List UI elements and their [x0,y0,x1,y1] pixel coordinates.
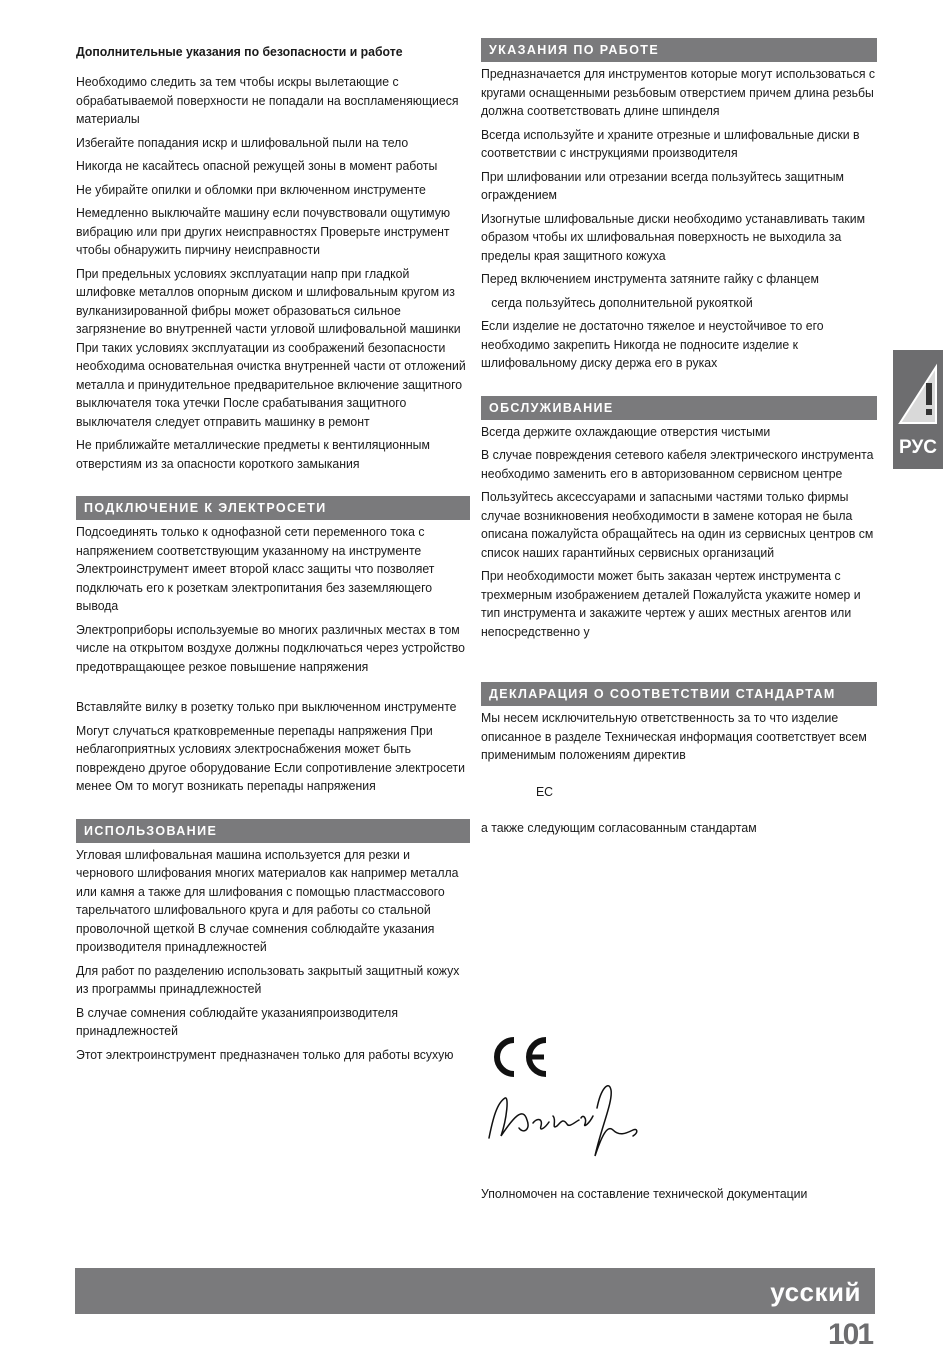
language-side-tab [893,350,943,469]
footer-bar [75,1268,875,1314]
warning-triangle-icon [896,363,940,429]
ce-mark-icon [488,1036,550,1078]
paragraph: При предельных условиях эксплуатации напр при гладкой шлифовке металлов опорным диском и шлифовальным кругом из вулканизированной фибры может образоваться сильное загрязнение во внутренней части угловой шлифовальной машинки При таких условиях эксплуатации из соображений безопасности необходима основательная очистка внутренней части от отложений металла и принудительное предварительное включение защитного выключателя тока утечки После срабатывания защитного выключателя следует отправить машинку в ремонт [76,265,466,429]
paragraph: Пользуйтесь аксессуарами и запасными частями только фирмы случае возникновения необходимости в замене которая не была описана пожалуйста обращайтесь на один из сервисных центров см список наших гарантийных сервисных организаций [481,489,874,560]
paragraph: Этот электроинструмент предназначен только для работы всухую [76,1046,454,1062]
section-heading-use: ИСПОЛЬЗОВАНИЕ [76,819,470,843]
paragraph: При необходимости может быть заказан чертеж инструмента с трехмерным изображением деталей Пожалуйста укажите номер и тип инструмента и закажите чертеж у аших местных агентов или непосредственно у [481,568,861,639]
paragraph: При шлифовании или отрезании всегда пользуйтесь защитным ограждением [481,168,844,202]
paragraph: Угловая шлифовальная машина используется для резки и чернового шлифования многих материалов как например металла или камня а также для шлифования с помощью пластмассового тарельчатого шлифовального круга и для работы со стальной проволочной щеткой В случае сомнения соблюдайте указания производителя принадлежностей [76,846,459,954]
left-column [76,40,470,1069]
paragraph: Вставляйте вилку в розетку только при выключенном инструменте [76,699,457,714]
paragraph: Электроприборы используемые во многих различных местах в том числе на открытом воздухе должны подключаться через устройство предотвращающее резкое повышение напряжения [76,621,465,674]
paragraph: Не убирайте опилки и обломки при включенном инструменте [76,181,426,197]
paragraph: Не приближайте металлические предметы к вентиляционным отверстиям из за опасности короткого замыкания [76,437,430,471]
right-column [481,38,877,843]
paragraph: Мы несем исключительную ответственность за то что изделие описанное в разделе Техническая информация соответствует всем применимым положениям директив [481,710,867,762]
directive-ec: EC [536,783,554,799]
paragraph: Уполномочен на составление технической документации [481,1186,808,1201]
section-heading-work: УКАЗАНИЯ ПО РАБОТЕ [481,38,877,62]
paragraph: Перед включением инструмента затяните гайку с фланцем [481,271,819,286]
safety-title: Дополнительные указания по безопасности и работе [76,44,403,59]
paragraph: Избегайте попадания искр и шлифовальной пыли на тело [76,134,409,150]
section-heading-service: ОБСЛУЖИВАНИЕ [481,396,877,420]
paragraph: Могут случаться кратковременные перепады напряжения При неблагоприятных условиях электроснабжения может быть повреждено другое оборудование Если сопротивление электросети менее Ом то могут возникать перепады напряжения [76,722,465,793]
paragraph: Для работ по разделению использовать закрытый защитный кожух из программы принадлежностей [76,962,460,996]
authorized-person-line [481,1185,877,1209]
page-number: 101 [828,1318,873,1351]
section-heading-power: ПОДКЛЮЧЕНИЕ К ЭЛЕКТРОСЕТИ [76,496,470,520]
paragraph: сегда пользуйтесь дополнительной рукояткой [481,294,753,310]
paragraph: Предназначается для инструментов которые могут использоваться с кругами оснащенными резьбовым отверстием причем длина резьбы должна соответствовать длине шпинделя [481,66,876,118]
paragraph: Изогнутые шлифовальные диски необходимо устанавливать таким образом чтобы их шлифовальная поверхность не выходила за пределы края защитного кожуха [481,210,866,263]
side-tab-label: РУС [899,437,937,458]
paragraph: Подсоединять только к однофазной сети переменного тока с напряжением соответствующим указанному на инструменте Электроинструмент имеет второй класс защиты что позволяет подключать его к розеткам электропитания без заземляющего вывода [76,524,435,613]
paragraph: Всегда используйте и храните отрезные и шлифовальные диски в соответствии с инструкциями производителя [481,126,860,160]
paragraph: Никогда не касайтесь опасной режущей зоны в момент работы [76,158,438,173]
signature [483,1078,653,1168]
paragraph: В случае сомнения соблюдайте указанияпроизводителя принадлежностей [76,1004,398,1038]
section-heading-declaration: ДЕКЛАРАЦИЯ О СООТВЕТСТВИИ СТАНДАРТАМ [481,682,877,706]
paragraph: Всегда держите охлаждающие отверстия чистыми [481,423,771,439]
paragraph: Необходимо следить за тем чтобы искры вылетающие с обрабатываемой поверхности не попадали на воспламеняющиеся материалы [76,74,459,126]
footer-language-label: усский [770,1277,861,1307]
paragraph: В случае повреждения сетевого кабеля электрического инструмента необходимо заменить его в авторизованном сервисном центре [481,447,874,481]
paragraph: Немедленно выключайте машину если почувствовали ощутимую вибрацию или при других неисправностях Проверьте инструмент чтобы обнаружить пирчину неисправности [76,205,451,257]
paragraph: а также следующим согласованным стандартам [481,820,757,835]
paragraph: Если изделие не достаточно тяжелое и неустойчивое то его необходимо закрепить Никогда не подносите изделие к шлифовальному диску держа его в руках [481,318,824,370]
